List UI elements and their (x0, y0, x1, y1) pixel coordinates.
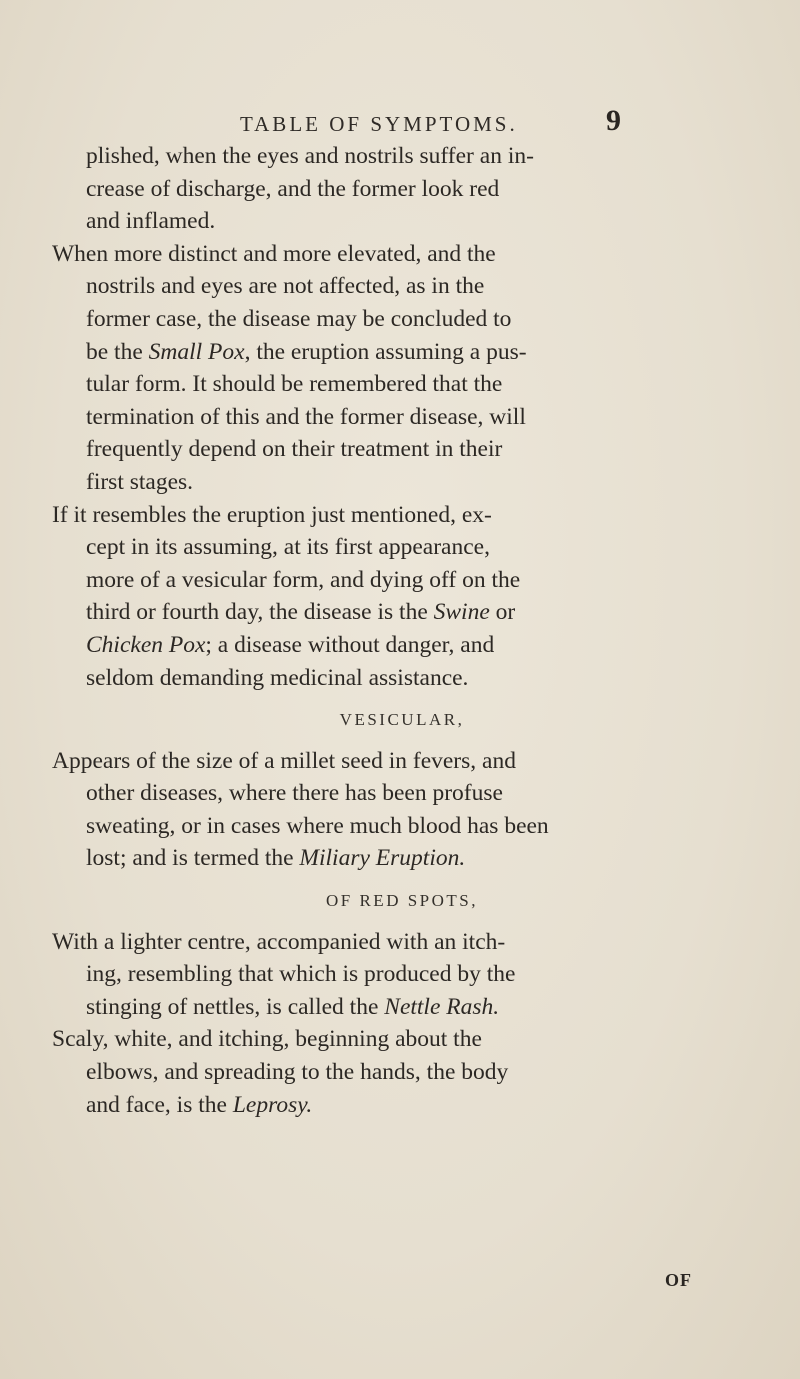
page-number: 9 (606, 104, 621, 137)
italic-term-swine: Swine (433, 599, 490, 626)
text-line (52, 842, 752, 875)
text-line: Scaly, white, and itching, beginning about the (52, 1026, 482, 1053)
text-run: be the (86, 338, 149, 365)
italic-term-leprosy: Leprosy. (232, 1091, 313, 1118)
text-line: plished, when the eyes and nostrils suffer an in- (86, 143, 534, 169)
text-line (52, 991, 752, 1024)
text-line: cept in its assuming, at its first appearance, (86, 534, 490, 561)
text-line: tular form. It should be remembered that the (86, 371, 503, 398)
text-line: crease of discharge, and the former look red (86, 175, 500, 202)
text-line: sweating, or in cases where much blood has been (86, 812, 549, 839)
italic-term-miliary-eruption: Miliary Eruption. (299, 845, 466, 872)
body-text (52, 140, 752, 1121)
text-run: and face, is the (86, 1091, 233, 1118)
text-run: , the eruption assuming a pus- (244, 338, 527, 365)
text-line: termination of this and the former disease, will (86, 403, 526, 430)
text-line: nostrils and eyes are not affected, as in the (86, 273, 485, 300)
text-line: With a lighter centre, accompanied with an itch- (52, 928, 506, 955)
text-line: elbows, and spreading to the hands, the body (86, 1059, 509, 1086)
text-run: ; a disease without danger, and (205, 631, 495, 658)
section-heading-red-spots: OF RED SPOTS, (325, 891, 478, 911)
text-line: seldom demanding medicinal assistance. (86, 664, 469, 691)
text-run: stinging of nettles, is called the (86, 993, 385, 1020)
text-line: Appears of the size of a millet seed in fevers, and (52, 747, 516, 774)
text-line: and inflamed. (86, 208, 216, 235)
text-line: other diseases, where there has been profuse (86, 780, 503, 807)
text-run: lost; and is termed the (86, 845, 300, 872)
text-run: or (489, 599, 516, 626)
text-line: first stages. (86, 468, 194, 495)
running-head: TABLE OF SYMPTOMS. (240, 112, 518, 136)
text-line (52, 1089, 752, 1122)
text-run: third or fourth day, the disease is the (86, 599, 434, 626)
text-line: When more distinct and more elevated, and the (52, 240, 496, 267)
text-line (52, 336, 752, 369)
text-line (52, 629, 752, 662)
catchword: OF (665, 1270, 692, 1290)
italic-term-nettle-rash: Nettle Rash. (384, 993, 500, 1020)
text-line: former case, the disease may be concluded to (86, 305, 512, 332)
italic-term-small-pox: Small Pox (148, 338, 245, 365)
text-line: frequently depend on their treatment in their (86, 436, 503, 463)
text-line: If it resembles the eruption just mentioned, ex- (52, 501, 492, 528)
text-line: more of a vesicular form, and dying off on the (86, 566, 521, 593)
text-line: ing, resembling that which is produced by the (86, 961, 516, 988)
section-heading-vesicular: VESICULAR, (339, 710, 465, 730)
page-header (0, 104, 800, 144)
text-line (52, 596, 752, 629)
italic-term-chicken-pox: Chicken Pox (86, 631, 206, 658)
